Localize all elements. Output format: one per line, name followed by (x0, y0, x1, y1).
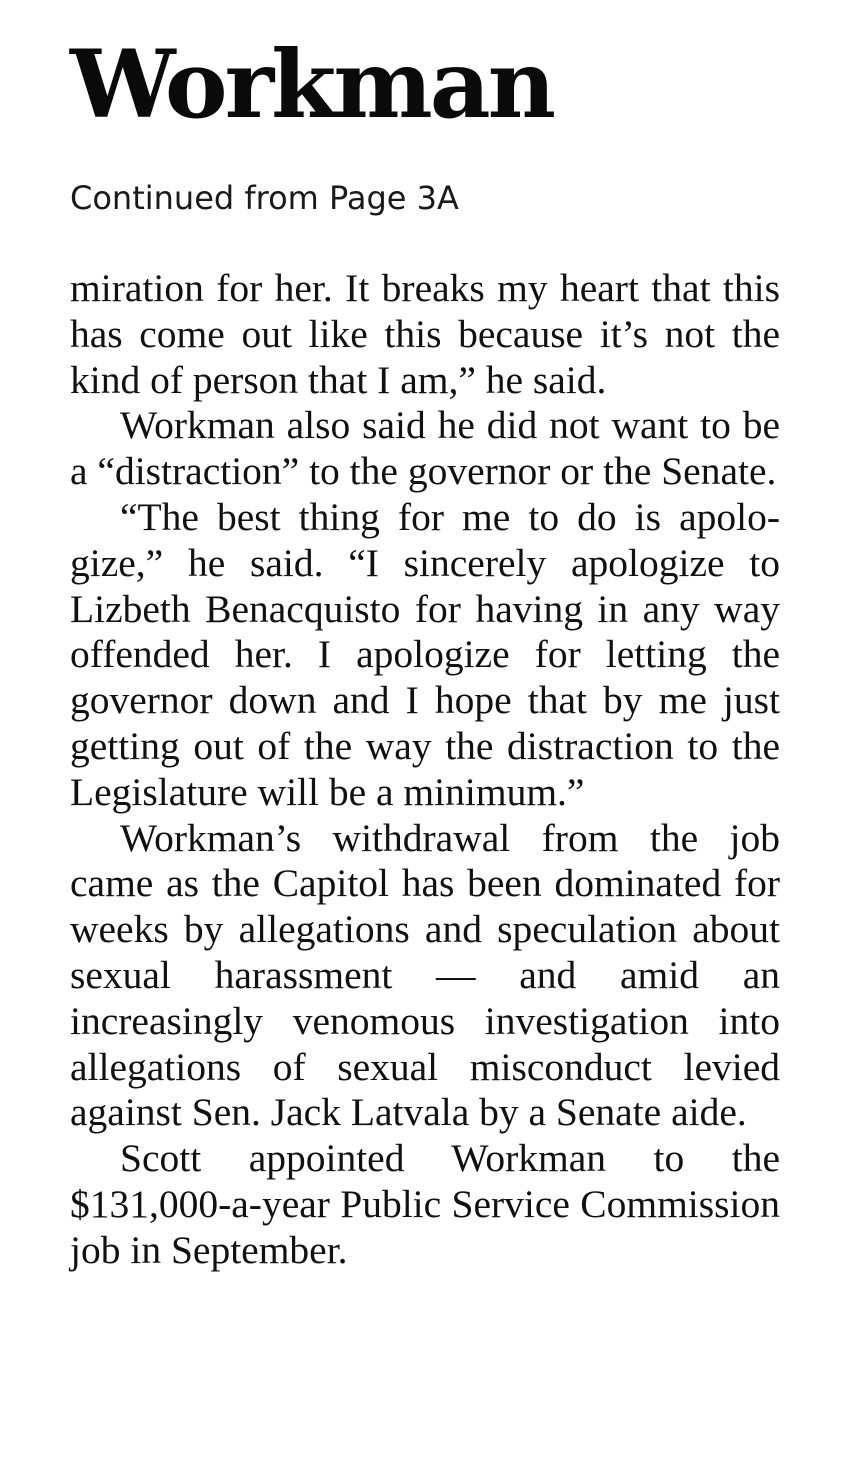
paragraph: “The best thing for me to do is apologize,” he said. “I sincerely apologize to Lizbeth Benacquisto for having in any way offended her. I apologize for letting the governor down and I hope that by me just getting out of the way the distraction to the Legislature will be a minimum.” (70, 494, 780, 814)
article-body (70, 266, 780, 1274)
continued-from-line: Continued from Page 3A (70, 179, 459, 217)
paragraph: Scott appointed Workman to the $131,000-a-year Public Service Commission job in September. (70, 1136, 780, 1272)
paragraph: Workman’s withdrawal from the job came as the Capitol has been dominated for weeks by allegations and speculation about sexual harassment — and amid an increasingly venomous investigation into allegations of sexual misconduct levied against Sen. Jack Latvala by a Senate aide. (70, 815, 780, 1135)
paragraph-continuation: miration for her. It breaks my heart that this has come out like this because it’s not the kind of person that I am,” he said. (70, 266, 780, 402)
article (70, 30, 780, 1274)
headline: Workman (70, 30, 553, 140)
paragraph: Workman also said he did not want to be a “distraction” to the governor or the Senate. (70, 403, 780, 494)
